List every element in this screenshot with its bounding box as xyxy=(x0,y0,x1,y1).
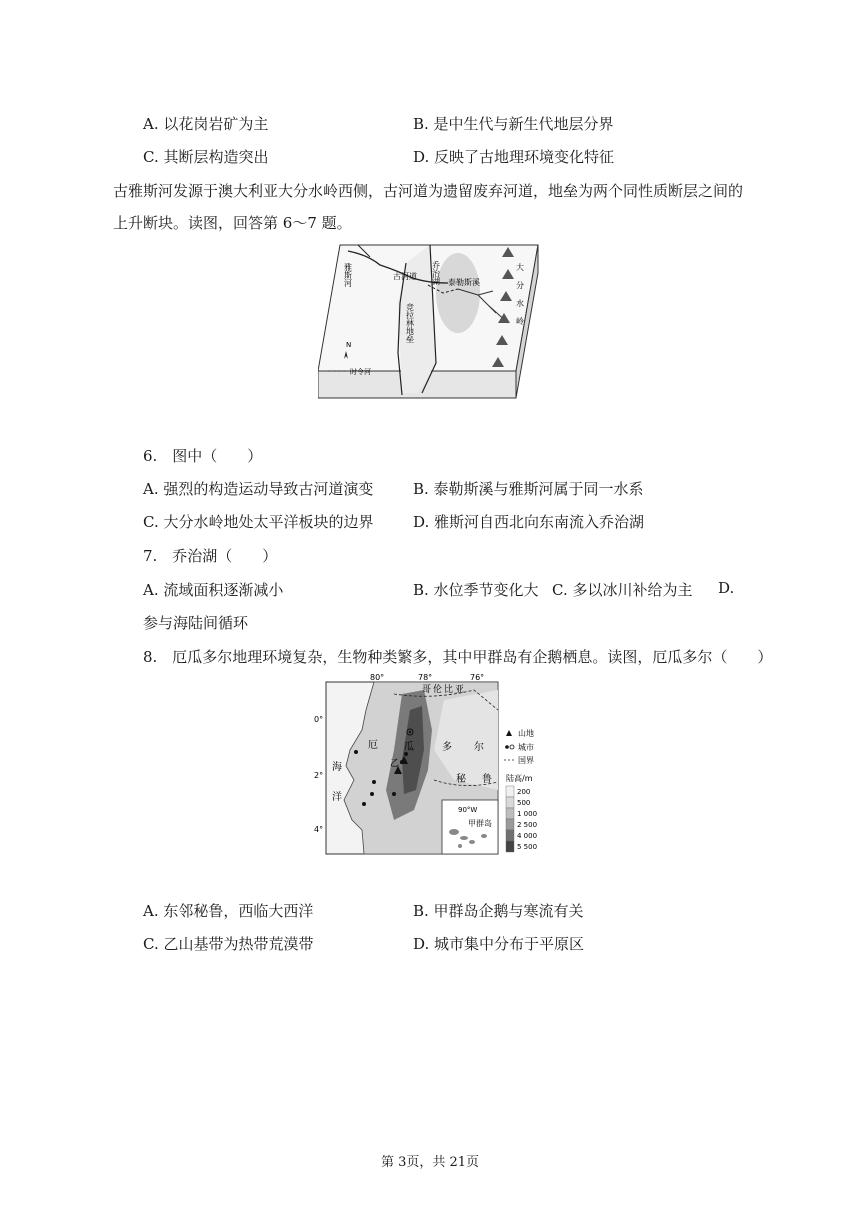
intro-line-1: 古雅斯河发源于澳大利亚大分水岭西侧，古河道为遗留废弃河道，地垒为两个同性质断层之间的 xyxy=(113,182,744,200)
label-yang: 洋 xyxy=(332,792,342,803)
elev-swatch xyxy=(506,808,514,819)
q8-option-c: C. 乙山基带为热带荒漠带 xyxy=(143,935,314,953)
fig1-north-label: N xyxy=(346,341,352,349)
elev-value-label: 500 xyxy=(517,799,531,807)
q5-option-b: B. 是中生代与新生代地层分界 xyxy=(413,115,614,133)
fig1-range-label: 大分水岭 xyxy=(515,263,525,335)
fig1-horst-label: 竞拉林地垒 xyxy=(405,303,415,343)
fig1-old-channel-label: 古河道 xyxy=(393,272,417,281)
lon-78: 78° xyxy=(418,673,433,682)
elev-value-label: 5 500 xyxy=(517,843,538,851)
elev-swatch xyxy=(506,797,514,808)
q8-option-b: B. 甲群岛企鹅与寒流有关 xyxy=(413,902,584,920)
q5-option-a: A. 以花岗岩矿为主 xyxy=(143,115,269,133)
elev-swatch xyxy=(506,786,514,797)
label-er: 尔 xyxy=(474,742,484,753)
legend-elev: 陆高/m xyxy=(506,774,533,783)
elev-swatch xyxy=(506,841,514,852)
q6-option-c: C. 大分水岭地处太平洋板块的边界 xyxy=(143,513,374,531)
fig1-river-label: 雅斯河 xyxy=(343,263,353,287)
q7-option-b: B. 水位季节变化大 xyxy=(413,581,539,599)
lon-80: 80° xyxy=(370,673,385,682)
q6-option-d: D. 雅斯河自西北向东南流入乔治湖 xyxy=(413,513,645,531)
fig1-legend-seasonal: 时令河 xyxy=(350,368,371,376)
fig1-lake-label: 乔治湖 xyxy=(431,261,441,285)
label-duo: 多 xyxy=(442,742,452,753)
label-colombia: 哥伦比亚 xyxy=(422,685,467,695)
q8-option-a: A. 东邻秘鲁，西临大西洋 xyxy=(143,902,314,920)
figure-ecuador-map xyxy=(314,670,550,862)
q6-option-a: A. 强烈的构造运动导致古河道演变 xyxy=(143,480,374,498)
lat-2: 2° xyxy=(314,771,324,780)
inset-label: 甲群岛 xyxy=(468,819,492,828)
inset-lon: 90°W xyxy=(458,806,478,814)
fig1-creek-label: 泰勒斯溪 xyxy=(448,278,480,287)
q8-stem: 8. 厄瓜多尔地理环境复杂，生物种类繁多，其中甲群岛有企鹅栖息。读图，厄瓜多尔（ ） xyxy=(143,648,773,666)
lat-4: 4° xyxy=(314,825,324,834)
lat-0: 0° xyxy=(314,715,324,724)
legend-border: 国界 xyxy=(518,756,534,765)
legend-mountain: 山地 xyxy=(518,729,534,738)
label-e: 厄 xyxy=(368,740,378,751)
q7-option-d-cont: 参与海陆间循环 xyxy=(143,614,249,632)
elev-swatch xyxy=(506,830,514,841)
figure-block-diagram xyxy=(318,243,540,404)
intro-line-2: 上升断块。读图，回答第 6～7 题。 xyxy=(113,214,352,232)
label-yi: 乙 xyxy=(390,759,400,769)
page-footer: 第 3页，共 21页 xyxy=(380,1155,480,1170)
q6-option-b: B. 泰勒斯溪与雅斯河属于同一水系 xyxy=(413,480,644,498)
label-lu: 鲁 xyxy=(482,774,492,785)
elev-value-label: 1 000 xyxy=(517,810,538,818)
elev-value-label: 2 500 xyxy=(517,821,538,829)
legend-city: 城市 xyxy=(518,743,534,752)
label-mi: 秘 xyxy=(456,774,466,785)
elev-value-label: 4 000 xyxy=(517,832,538,840)
label-gua: 瓜 xyxy=(404,742,414,753)
q7-option-c: C. 多以冰川补给为主 xyxy=(552,581,693,599)
q5-option-c: C. 其断层构造突出 xyxy=(143,148,269,166)
mountain-legend-icon xyxy=(506,730,512,736)
q5-option-d: D. 反映了古地理环境变化特征 xyxy=(413,148,615,166)
elev-value-label: 200 xyxy=(517,788,531,796)
elevation-scale xyxy=(506,786,537,852)
lon-76: 76° xyxy=(470,673,485,682)
city-legend-icon xyxy=(505,745,509,749)
label-hai: 海 xyxy=(332,762,342,773)
q7-option-a: A. 流域面积逐渐减小 xyxy=(143,581,284,599)
q8-option-d: D. 城市集中分布于平原区 xyxy=(413,935,585,953)
q7-stem: 7. 乔治湖（ ） xyxy=(143,547,278,565)
q6-stem: 6. 图中（ ） xyxy=(143,447,263,465)
q7-option-d: D. xyxy=(718,579,735,597)
elev-swatch xyxy=(506,819,514,830)
